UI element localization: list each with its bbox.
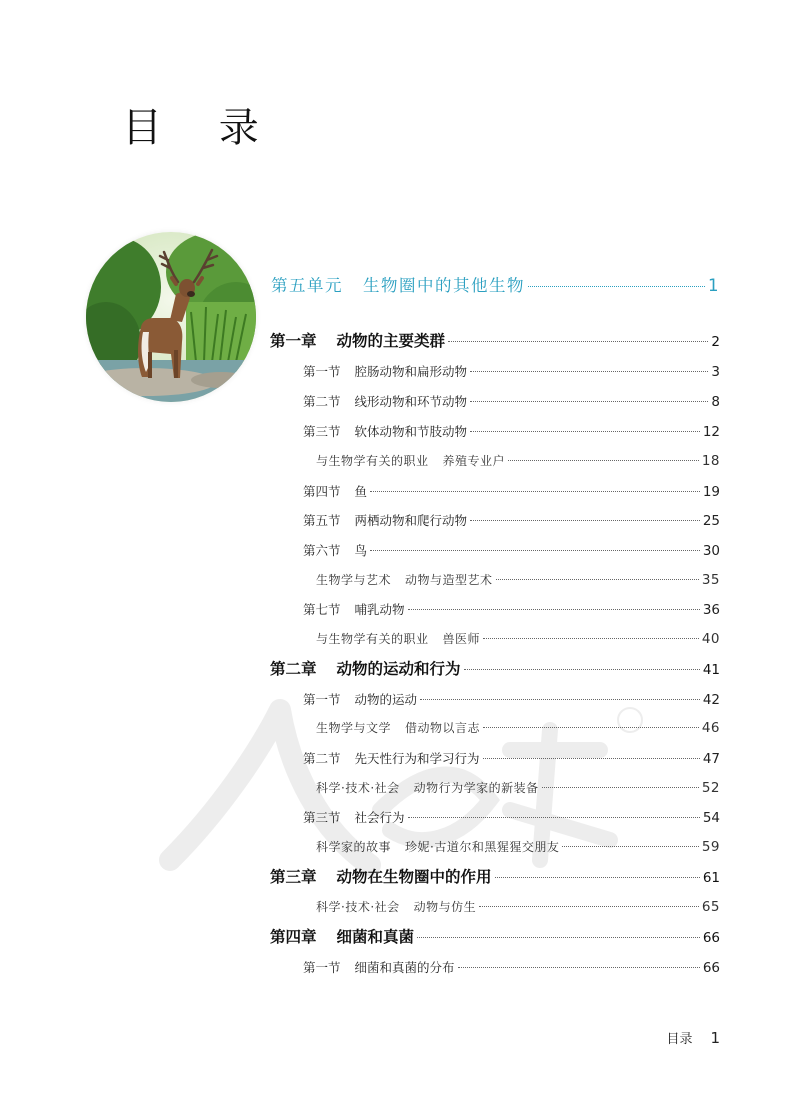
toc-label xyxy=(316,571,493,588)
toc-title: 养殖专业户 xyxy=(442,454,506,468)
toc-page-number: 18 xyxy=(701,453,720,469)
toc-number: 第三章 xyxy=(270,868,317,886)
toc-title: 珍妮·古道尔和黑猩猩交朋友 xyxy=(405,840,560,854)
toc-title: 软体动物和节肢动物 xyxy=(354,424,468,439)
toc-leader-dots xyxy=(448,341,708,342)
toc-title: 两栖动物和爬行动物 xyxy=(354,513,468,528)
toc-label xyxy=(271,272,525,296)
toc-entry-feature[interactable] xyxy=(316,779,720,796)
toc-title: 动物的主要类群 xyxy=(336,332,446,350)
toc-title: 动物行为学家的新装备 xyxy=(413,781,539,795)
toc-entry-feature[interactable] xyxy=(316,630,720,647)
toc-title: 线形动物和环节动物 xyxy=(354,394,468,409)
toc-number: 与生物学有关的职业 xyxy=(316,632,429,646)
toc-number: 第一章 xyxy=(270,332,317,350)
toc-page-number: 66 xyxy=(702,960,720,976)
toc-number: 第一节 xyxy=(303,960,341,975)
toc-label xyxy=(316,452,505,469)
toc-leader-dots xyxy=(464,669,700,670)
toc-page-number: 61 xyxy=(702,870,720,886)
toc-leader-dots xyxy=(417,937,700,938)
toc-title: 腔肠动物和扁形动物 xyxy=(354,364,468,379)
page-number: 1 xyxy=(710,1029,720,1047)
toc-leader-dots xyxy=(479,906,699,907)
toc-entry-chapter[interactable] xyxy=(270,657,720,679)
deer-illustration xyxy=(86,232,256,402)
toc-page-number: 19 xyxy=(702,484,720,500)
toc-label xyxy=(316,838,559,855)
toc-entry-section[interactable] xyxy=(303,541,720,559)
toc-page-number: 46 xyxy=(701,720,720,736)
toc-page-number: 3 xyxy=(711,364,720,380)
toc-entry-section[interactable] xyxy=(303,422,720,440)
toc-entry-feature[interactable] xyxy=(316,898,720,915)
toc-number: 第三节 xyxy=(303,810,341,825)
toc-leader-dots xyxy=(470,520,700,521)
toc-entry-section[interactable] xyxy=(303,749,720,767)
toc-leader-dots xyxy=(370,550,700,551)
toc-page-number: 66 xyxy=(702,930,720,946)
toc-page-number: 54 xyxy=(702,810,720,826)
toc-page-number: 12 xyxy=(702,424,720,440)
toc-entry-chapter[interactable] xyxy=(270,329,720,351)
toc-number: 第二章 xyxy=(270,660,317,678)
toc-title: 兽医师 xyxy=(442,632,481,646)
toc-number: 生物学与艺术 xyxy=(316,573,392,587)
toc-leader-dots xyxy=(508,460,699,461)
toc-leader-dots xyxy=(496,579,699,580)
toc-page-number: 8 xyxy=(711,394,720,410)
toc-label xyxy=(303,362,467,380)
toc-leader-dots xyxy=(370,491,700,492)
toc-title: 社会行为 xyxy=(354,810,405,825)
toc-entry-section[interactable] xyxy=(303,808,720,826)
toc-page-number: 42 xyxy=(702,692,720,708)
toc-label xyxy=(303,541,367,559)
toc-number: 科学·技术·社会 xyxy=(316,900,400,914)
toc-label xyxy=(270,329,445,351)
toc-leader-dots xyxy=(483,638,699,639)
toc-page-number: 47 xyxy=(702,751,720,767)
toc-leader-dots xyxy=(408,609,700,610)
toc-label xyxy=(303,482,367,500)
toc-number: 生物学与文学 xyxy=(316,721,392,735)
toc-number: 第五单元 xyxy=(271,276,343,295)
toc-entry-chapter[interactable] xyxy=(270,925,720,947)
toc-number: 第四节 xyxy=(303,484,341,499)
toc-number: 第一节 xyxy=(303,692,341,707)
toc-number: 第五节 xyxy=(303,513,341,528)
toc-entry-feature[interactable] xyxy=(316,719,720,736)
toc-label xyxy=(316,898,476,915)
toc-page-number: 1 xyxy=(708,276,720,295)
toc-title: 动物与仿生 xyxy=(413,900,477,914)
page-footer xyxy=(666,1028,720,1047)
toc-label xyxy=(270,865,492,887)
toc-entry-section[interactable] xyxy=(303,600,720,618)
toc-label xyxy=(303,808,405,826)
toc-label xyxy=(270,925,414,947)
toc-title: 动物在生物圈中的作用 xyxy=(336,868,492,886)
toc-leader-dots xyxy=(495,877,700,878)
toc-label xyxy=(316,630,480,647)
toc-page-number: 25 xyxy=(702,513,720,529)
toc-title: 细菌和真菌 xyxy=(336,928,415,946)
toc-entry-section[interactable] xyxy=(303,482,720,500)
toc-entry-section[interactable] xyxy=(303,690,720,708)
toc-label xyxy=(316,719,480,736)
toc-entry-feature[interactable] xyxy=(316,452,720,469)
toc-label xyxy=(303,749,480,767)
toc-page-number: 2 xyxy=(711,334,720,350)
toc-title: 借动物以言志 xyxy=(405,721,481,735)
toc-number: 第二节 xyxy=(303,394,341,409)
toc-entry-feature[interactable] xyxy=(316,838,720,855)
toc-label xyxy=(303,422,467,440)
page-title: 目 录 xyxy=(122,105,281,151)
toc-number: 第一节 xyxy=(303,364,341,379)
toc-entry-feature[interactable] xyxy=(316,571,720,588)
toc-entry-section[interactable] xyxy=(303,958,720,976)
toc-leader-dots xyxy=(470,431,700,432)
toc-title: 细菌和真菌的分布 xyxy=(354,960,455,975)
toc-leader-dots xyxy=(562,846,698,847)
toc-entry-unit[interactable] xyxy=(271,272,720,296)
toc-title: 动物的运动 xyxy=(354,692,418,707)
toc-number: 第七节 xyxy=(303,602,341,617)
toc-page-number: 41 xyxy=(702,662,720,678)
toc-page-number: 52 xyxy=(701,780,720,796)
toc-title: 鱼 xyxy=(354,484,368,499)
toc-title: 先天性行为和学习行为 xyxy=(354,751,480,766)
toc-label xyxy=(270,657,461,679)
toc-page-number: 35 xyxy=(701,572,720,588)
toc-entry-chapter[interactable] xyxy=(270,865,720,887)
toc-label xyxy=(316,779,539,796)
toc-number: 第二节 xyxy=(303,751,341,766)
toc-number: 与生物学有关的职业 xyxy=(316,454,429,468)
toc-page-number: 36 xyxy=(702,602,720,618)
toc-leader-dots xyxy=(458,967,700,968)
toc-leader-dots xyxy=(408,817,700,818)
toc-page-number: 65 xyxy=(701,899,720,915)
toc-number: 第三节 xyxy=(303,424,341,439)
toc-label xyxy=(303,600,405,618)
toc-leader-dots xyxy=(470,371,708,372)
toc-label xyxy=(303,511,467,529)
toc-label xyxy=(303,958,455,976)
toc-leader-dots xyxy=(483,727,699,728)
toc-title: 动物与造型艺术 xyxy=(405,573,493,587)
toc-number: 科学家的故事 xyxy=(316,840,392,854)
toc-leader-dots xyxy=(542,787,699,788)
toc-title: 哺乳动物 xyxy=(354,602,405,617)
toc-page-number: 59 xyxy=(701,839,720,855)
toc-label xyxy=(303,690,417,708)
toc-page-number: 30 xyxy=(702,543,720,559)
toc-entry-section[interactable] xyxy=(303,362,720,380)
toc-page-number: 40 xyxy=(701,631,720,647)
footer-label: 目录 xyxy=(666,1032,693,1047)
toc-title: 动物的运动和行为 xyxy=(336,660,461,678)
toc-number: 第六节 xyxy=(303,543,341,558)
toc-number: 科学·技术·社会 xyxy=(316,781,400,795)
toc-entry-section[interactable] xyxy=(303,511,720,529)
toc-leader-dots xyxy=(420,699,700,700)
toc-number: 第四章 xyxy=(270,928,317,946)
toc-title: 生物圈中的其他生物 xyxy=(363,276,525,295)
toc-entry-section[interactable] xyxy=(303,392,720,410)
toc-leader-dots xyxy=(483,758,700,759)
toc-leader-dots xyxy=(470,401,708,402)
toc-leader-dots xyxy=(528,286,705,287)
toc-title: 鸟 xyxy=(354,543,368,558)
toc-label xyxy=(303,392,467,410)
